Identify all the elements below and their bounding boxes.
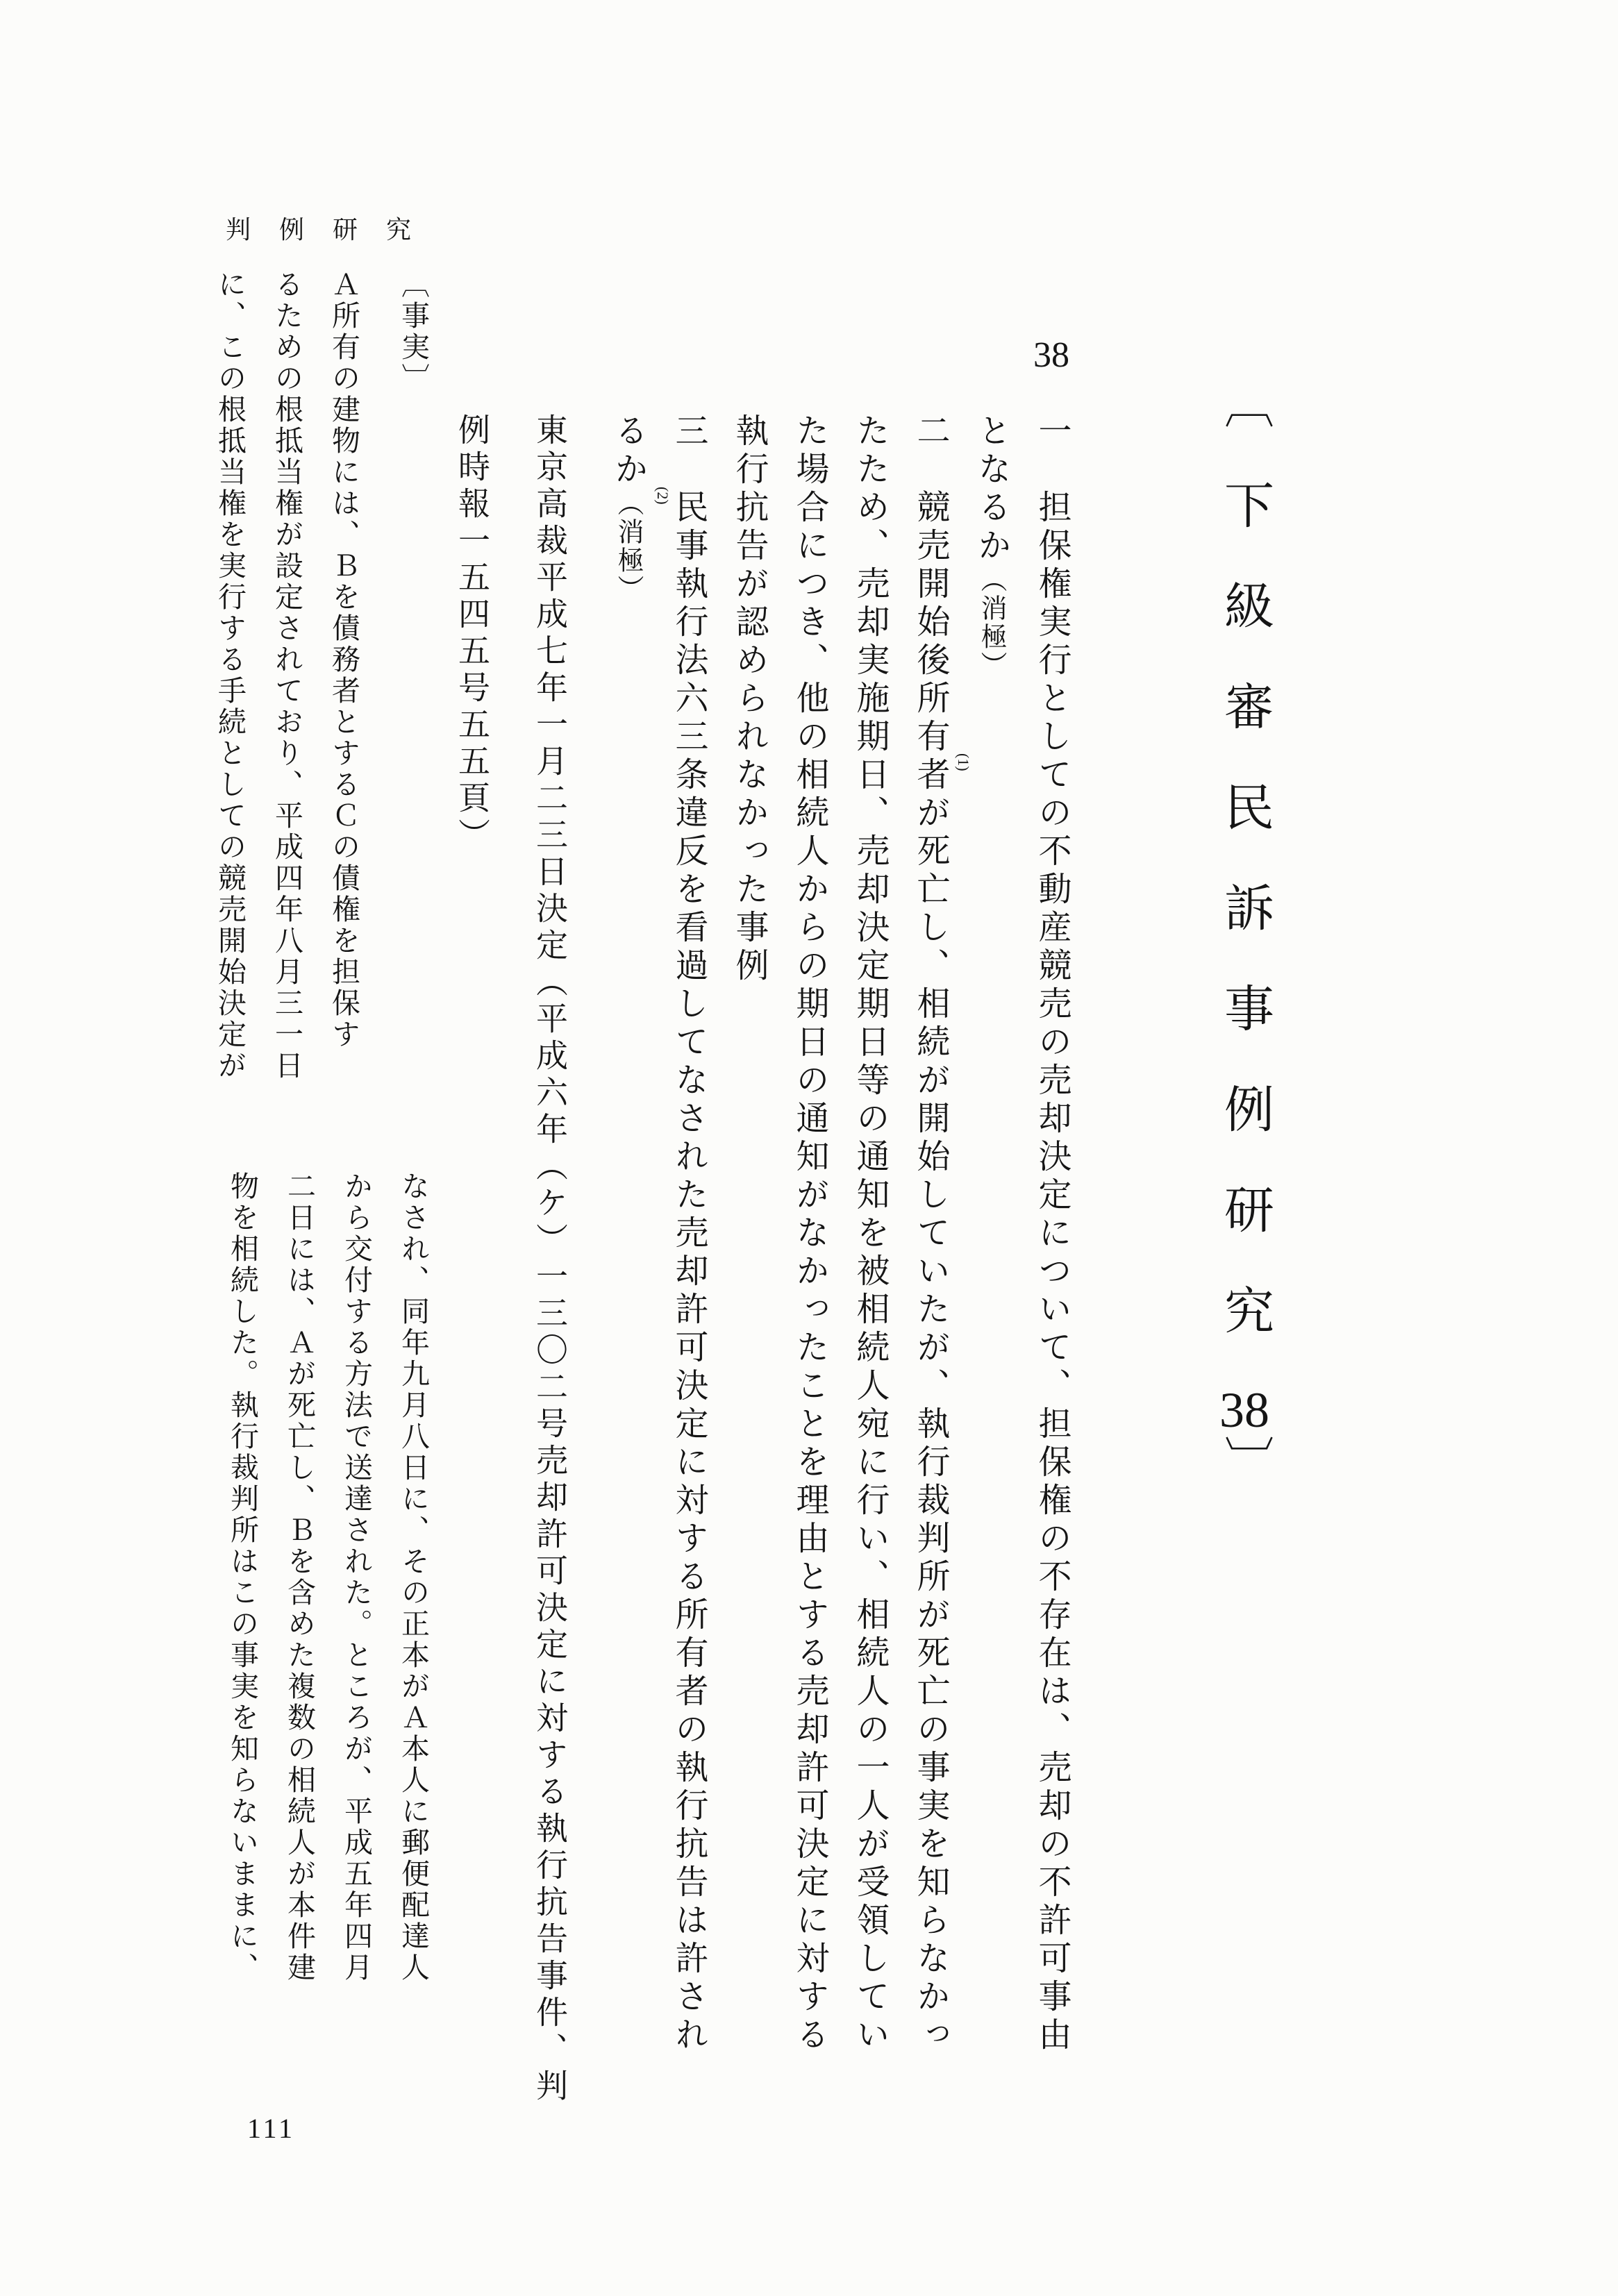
headnote-item3-line2-text: るか bbox=[610, 413, 647, 489]
case-number: 38 bbox=[1033, 335, 1069, 375]
title-bracket-open: 〔 bbox=[1217, 378, 1272, 479]
footnote-marker-1: (1) bbox=[955, 753, 972, 771]
facts-line: Ａ所有の建物には、Ｂを債務者とするＣの債権を担保す bbox=[328, 269, 360, 1050]
headnote-item1-line1: 一 担保権実行としての不動産競売の売却決定について、担保権の不存在は、売却の不許可事由 bbox=[1033, 413, 1070, 2055]
facts-heading: 〔事実〕 bbox=[397, 269, 429, 394]
headnote-item2-line1: 二 競売開始後所有者が死亡し、相続が開始していたが、執行裁判所が死亡の事実を知らなかっ bbox=[912, 413, 949, 2055]
title-number: 38 bbox=[1219, 1385, 1269, 1435]
title-bracket-close: 〕 bbox=[1217, 1435, 1272, 1536]
article-title bbox=[1215, 378, 1274, 1536]
facts-line: に、この根抵当権を実行する手続としての競売開始決定が bbox=[214, 269, 246, 1082]
headnote-item1-result-note: （消極） bbox=[976, 566, 1006, 680]
facts-section-lower bbox=[211, 1171, 442, 2039]
facts-line: 物を相続した。執行裁判所はこの事実を知らないままに、 bbox=[226, 1171, 258, 1984]
page-number: 111 bbox=[247, 2113, 296, 2144]
headnote-item1-line2-text: となるか bbox=[973, 413, 1010, 566]
facts-line: から交付する方法で送達された。ところが、平成五年四月 bbox=[340, 1171, 372, 1984]
facts-line: なされ、同年九月八日に、その正本がＡ本人に郵便配達人 bbox=[397, 1171, 429, 1984]
headnote-item3-line1: 三 民事執行法六三条違反を看過してなされた売却許可決定に対する所有者の執行抗告は許され bbox=[670, 413, 707, 2055]
title-text: 下級審民訴事例研究 bbox=[1217, 479, 1272, 1385]
facts-section-upper bbox=[211, 269, 442, 1113]
headnote-block bbox=[454, 413, 1082, 2106]
case-citation-line2: 例時報一五四五号五五頁） bbox=[454, 413, 490, 855]
facts-line: るための根抵当権が設定されており、平成四年八月三一日 bbox=[271, 269, 303, 1082]
headnote-item2-line2: たため、売却実施期日、売却決定期日等の通知を被相続人宛に行い、相続人の一人が受領してい bbox=[851, 413, 888, 2055]
case-citation-line1: 東京高裁平成七年一月二三日決定（平成六年（ケ）一三〇二号売却許可決定に対する執行抗告事件、判 bbox=[532, 413, 567, 2106]
running-header: 判例研究 bbox=[226, 216, 440, 244]
headnote-item2-line3: た場合につき、他の相続人からの期日の通知がなかったことを理由とする売却許可決定に対する bbox=[791, 413, 828, 2055]
headnote-item1-line2 bbox=[960, 413, 1021, 2100]
footnote-marker-2: (2) bbox=[654, 487, 672, 505]
facts-line: 二日には、Ａが死亡し、Ｂを含めた複数の相続人が本件建 bbox=[283, 1171, 315, 1984]
headnote-item3-line2 bbox=[597, 413, 658, 2100]
headnote-item2-line4: 執行抗告が認められなかった事例 bbox=[731, 413, 767, 986]
headnote-item3-result-note: （消極） bbox=[613, 489, 642, 603]
